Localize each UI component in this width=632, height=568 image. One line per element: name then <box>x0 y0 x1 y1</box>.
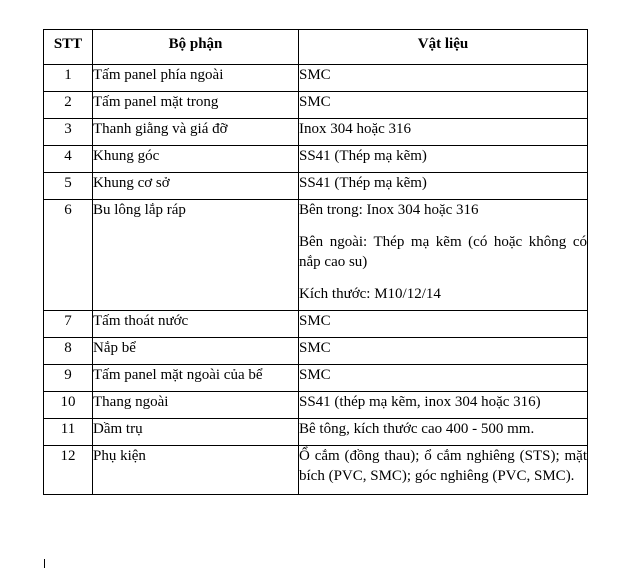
row-stt: 7 <box>44 311 93 338</box>
table-row <box>44 146 588 173</box>
row-material <box>299 365 588 392</box>
row-material <box>299 200 588 311</box>
table-row <box>44 311 588 338</box>
table-row <box>44 65 588 92</box>
material-line: SS41 (thép mạ kẽm, inox 304 hoặc 316) <box>299 394 541 410</box>
row-material <box>299 65 588 92</box>
row-material <box>299 311 588 338</box>
row-material <box>299 446 588 495</box>
header-row <box>44 30 588 65</box>
row-material <box>299 419 588 446</box>
row-stt: 5 <box>44 173 93 200</box>
row-stt: 8 <box>44 338 93 365</box>
table-row <box>44 200 588 311</box>
material-line: Bê tông, kích thước cao 400 - 500 mm. <box>299 421 535 437</box>
row-stt: 11 <box>44 419 93 446</box>
row-stt: 2 <box>44 92 93 119</box>
row-part: Dầm trụ <box>93 419 299 446</box>
row-material <box>299 392 588 419</box>
material-line: SMC <box>299 340 331 356</box>
material-line: Bên ngoài: Thép mạ kẽm (có hoặc không có nắp cao su) <box>299 234 587 270</box>
row-part: Tấm panel phía ngoài <box>93 65 299 92</box>
row-part: Nắp bể <box>93 338 299 365</box>
table-row <box>44 119 588 146</box>
row-material <box>299 146 588 173</box>
row-part: Khung cơ sở <box>93 173 299 200</box>
table-row <box>44 173 588 200</box>
material-line: Kích thước: M10/12/14 <box>299 286 441 302</box>
header-stt: STT <box>44 30 93 65</box>
row-part: Bu lông lắp ráp <box>93 200 299 311</box>
row-material <box>299 92 588 119</box>
row-stt: 12 <box>44 446 93 495</box>
row-stt: 3 <box>44 119 93 146</box>
table-row <box>44 365 588 392</box>
row-stt: 9 <box>44 365 93 392</box>
material-line: Bên trong: Inox 304 hoặc 316 <box>299 202 479 218</box>
row-part: Thang ngoài <box>93 392 299 419</box>
row-part: Thanh giằng và giá đỡ <box>93 119 299 146</box>
material-line: SMC <box>299 313 331 329</box>
material-line: Ổ cắm (đồng thau); ổ cắm nghiêng (STS); mặt bích (PVC, SMC); góc nghiêng (PVC, SMC). <box>299 448 587 484</box>
table-row <box>44 338 588 365</box>
row-part: Tấm thoát nước <box>93 311 299 338</box>
table-row <box>44 92 588 119</box>
table-row <box>44 392 588 419</box>
row-material <box>299 173 588 200</box>
header-part: Bộ phận <box>93 30 299 65</box>
table-row <box>44 419 588 446</box>
header-material: Vật liệu <box>299 30 588 65</box>
row-stt: 6 <box>44 200 93 311</box>
row-material <box>299 338 588 365</box>
material-line: SS41 (Thép mạ kẽm) <box>299 175 427 191</box>
row-stt: 4 <box>44 146 93 173</box>
row-stt: 10 <box>44 392 93 419</box>
row-part: Khung góc <box>93 146 299 173</box>
row-part: Tấm panel mặt trong <box>93 92 299 119</box>
material-line: SMC <box>299 367 331 383</box>
table-row <box>44 446 588 495</box>
material-line: Inox 304 hoặc 316 <box>299 121 412 137</box>
row-part: Tấm panel mặt ngoài của bể <box>93 365 299 392</box>
materials-table <box>43 29 588 495</box>
row-stt: 1 <box>44 65 93 92</box>
material-line: SMC <box>299 94 331 110</box>
text-cursor <box>44 559 45 568</box>
material-line: SMC <box>299 67 331 83</box>
row-material <box>299 119 588 146</box>
material-line: SS41 (Thép mạ kẽm) <box>299 148 427 164</box>
row-part: Phụ kiện <box>93 446 299 495</box>
